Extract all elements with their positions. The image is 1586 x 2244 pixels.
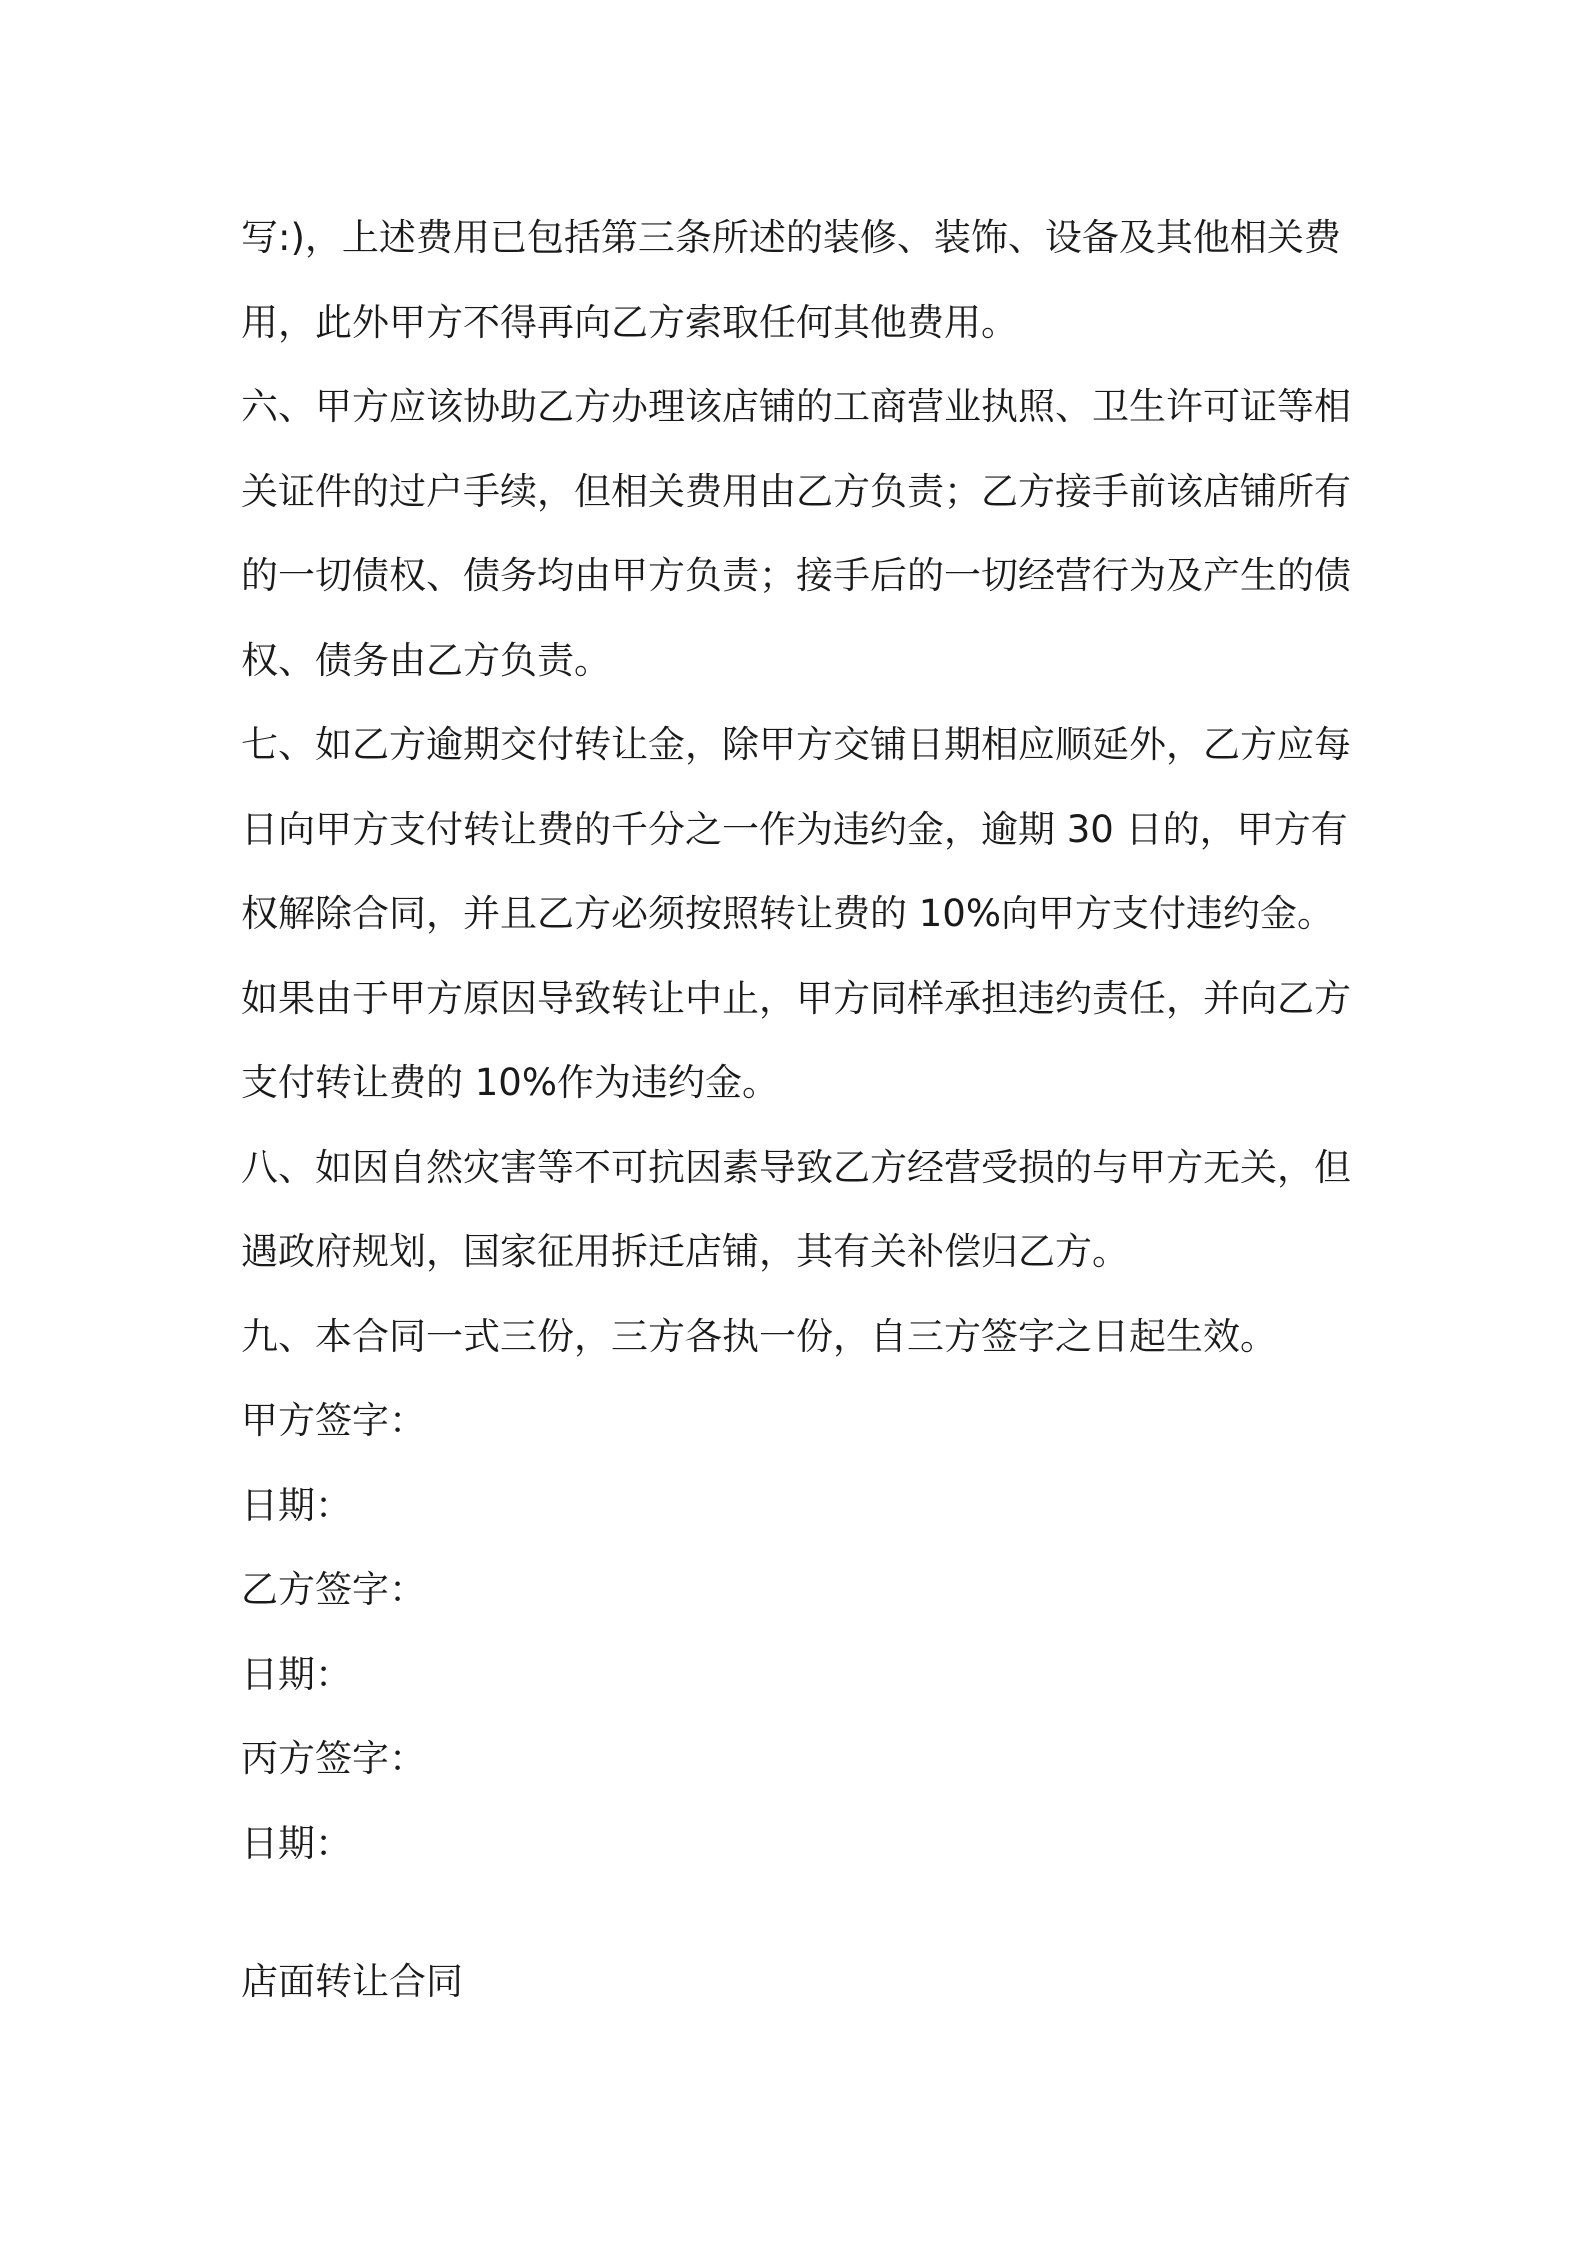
party-a-signature-line: 甲方签字： (241, 1399, 426, 1442)
paragraph-fee-clause-continued: 写:)，上述费用已包括第三条所述的装修、装饰、设备及其他相关费用，此外甲方不得再向乙方索取任何其他费用。 (241, 216, 1341, 344)
paragraph-clause-8: 八、如因自然灾害等不可抗因素导致乙方经营受损的与甲方无关，但遇政府规划，国家征用拆迁店铺，其有关补偿归乙方。 (241, 1145, 1351, 1273)
contract-body (241, 196, 1361, 1886)
party-b-signature-line: 乙方签字： (241, 1568, 426, 1611)
party-c-date-line: 日期： (241, 1821, 352, 1865)
paragraph-clause-7: 七、如乙方逾期交付转让金，除甲方交铺日期相应顺延外，乙方应每日向甲方支付转让费的千分之一作为违约金，逾期 30 日的，甲方有权解除合同，并且乙方必须按照转让费的 10%向甲方支付违约金。如果由于甲方原因导致转让中止，甲方同样承担违约责任，并向乙方支付转让费的 10%作为违约金。 (241, 723, 1351, 1104)
paragraph-clause-9: 九、本合同一式三份，三方各执一份，自三方签字之日起生效。 (241, 1314, 1277, 1358)
party-c-signature-line: 丙方签字： (241, 1737, 426, 1780)
party-b-date-line: 日期： (241, 1652, 352, 1696)
party-a-date-line: 日期： (241, 1483, 352, 1527)
next-document-title: 店面转让合同 (241, 1960, 463, 2003)
paragraph-clause-6: 六、甲方应该协助乙方办理该店铺的工商营业执照、卫生许可证等相关证件的过户手续，但相关费用由乙方负责；乙方接手前该店铺所有的一切债权、债务均由甲方负责；接手后的一切经营行为及产生的债权、债务由乙方负责。 (241, 385, 1351, 682)
